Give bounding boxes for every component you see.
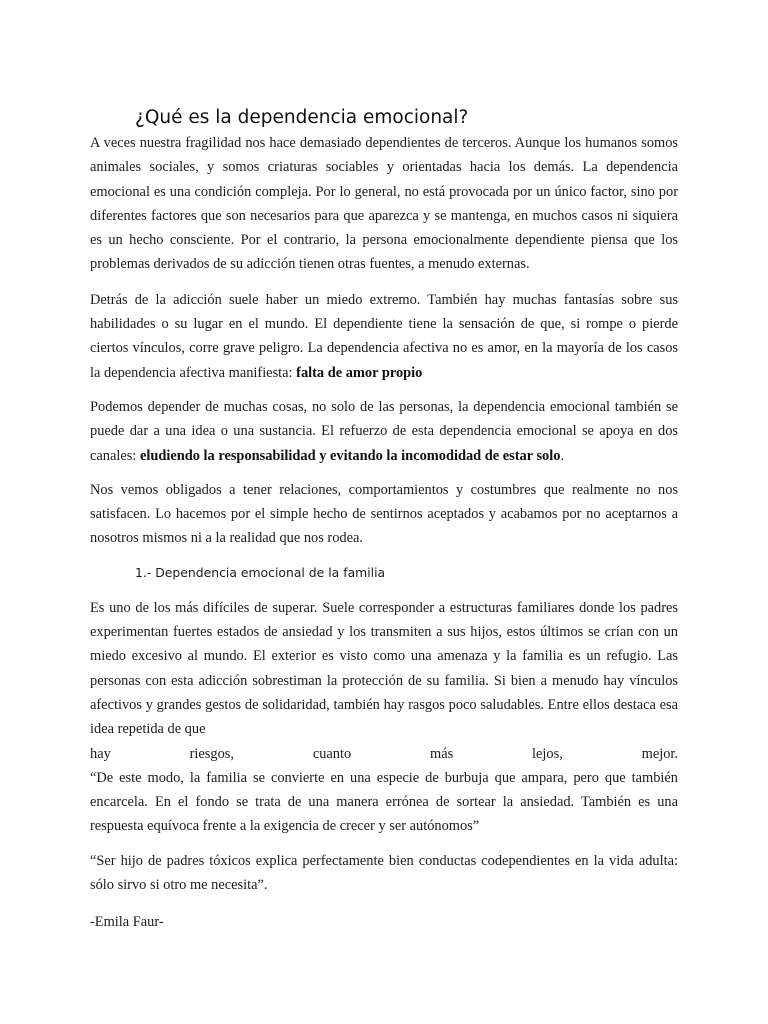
paragraph-channels-end: .	[560, 447, 565, 464]
quote-author: -Emila Faur-	[90, 914, 164, 931]
paragraph-obligation: Nos vemos obligados a tener relaciones, comportamientos y costumbres que realmente no nos satisfacen. Lo hacemos por el simple hecho de sentirnos aceptados y acabamos por no aceptarnos a nosotros mismos ni a la realidad que nos rodea.	[90, 481, 678, 547]
spread-word: lejos,	[532, 745, 563, 762]
spread-word: mejor.	[641, 745, 678, 762]
paragraph-family-quote: “De este modo, la familia se convierte en una especie de burbuja que ampara, pero que también encarcela. En el fondo se trata de una manera errónea de sortear la ansiedad. También es una respuesta equívoca frente a la exigencia de crecer y ser autónomos”	[90, 769, 678, 835]
document-title: ¿Qué es la dependencia emocional?	[135, 107, 469, 128]
paragraph-intro: A veces nuestra fragilidad nos hace demasiado dependientes de terceros. Aunque los humanos somos animales sociales, y somos criaturas sociables y orientadas hacia los demás. La dependencia emocional es una condición compleja. Por lo general, no está provocada por un único factor, sino por diferentes factores que son necesarios para que aparezca y se mantenga, en muchos casos ni siquiera es un hecho consciente. Por el contrario, la persona emocionalmente dependiente piensa que los problemas derivados de su adicción tienen otras fuentes, a menudo externas.	[90, 135, 678, 273]
document-page	[90, 106, 678, 935]
spread-word: más	[430, 745, 454, 762]
paragraph-channels	[90, 395, 678, 468]
paragraph-fear-bold: falta de amor propio	[296, 364, 423, 381]
paragraph-fear	[90, 288, 678, 385]
spread-word: cuanto	[312, 745, 352, 762]
section-heading-family: 1.- Dependencia emocional de la familia	[135, 564, 386, 580]
paragraph-family-spread-line	[90, 742, 678, 766]
paragraph-fear-text: Detrás de la adicción suele haber un miedo extremo. También hay muchas fantasías sobre sus habilidades o su lugar en el mundo. El dependiente tiene la sensación de que, si rompe o pierde ciertos vínculos, corre grave peligro. La dependencia afectiva no es amor, en la mayoría de los casos la dependencia afectiva manifiesta:	[90, 291, 678, 381]
paragraph-family	[90, 596, 678, 839]
spread-word: riesgos,	[189, 745, 234, 762]
spread-word: hay	[90, 745, 111, 762]
paragraph-family-body: Es uno de los más difíciles de superar. Suele corresponder a estructuras familiares donde los padres experimentan fuertes estados de ansiedad y los transmiten a sus hijos, estos últimos se crían con un miedo excesivo al mundo. El exterior es visto como una amenaza y la familia es un refugio. Las personas con esta adicción sobrestiman la protección de su familia. Si bien a menudo hay vínculos afectivos y grandes gestos de solidaridad, también hay rasgos poco saludables. Entre ellos destaca esa idea repetida de que	[90, 599, 678, 738]
paragraph-channels-bold: eludiendo la responsabilidad y evitando la incomodidad de estar solo	[139, 447, 561, 464]
paragraph-channels-text: Podemos depender de muchas cosas, no solo de las personas, la dependencia emocional también se puede dar a una idea o una sustancia. El refuerzo de esta dependencia emocional se apoya en dos canales:	[90, 398, 678, 464]
paragraph-quote-toxic: “Ser hijo de padres tóxicos explica perfectamente bien conductas codependientes en la vida adulta: sólo sirvo si otro me necesita”.	[90, 852, 678, 894]
